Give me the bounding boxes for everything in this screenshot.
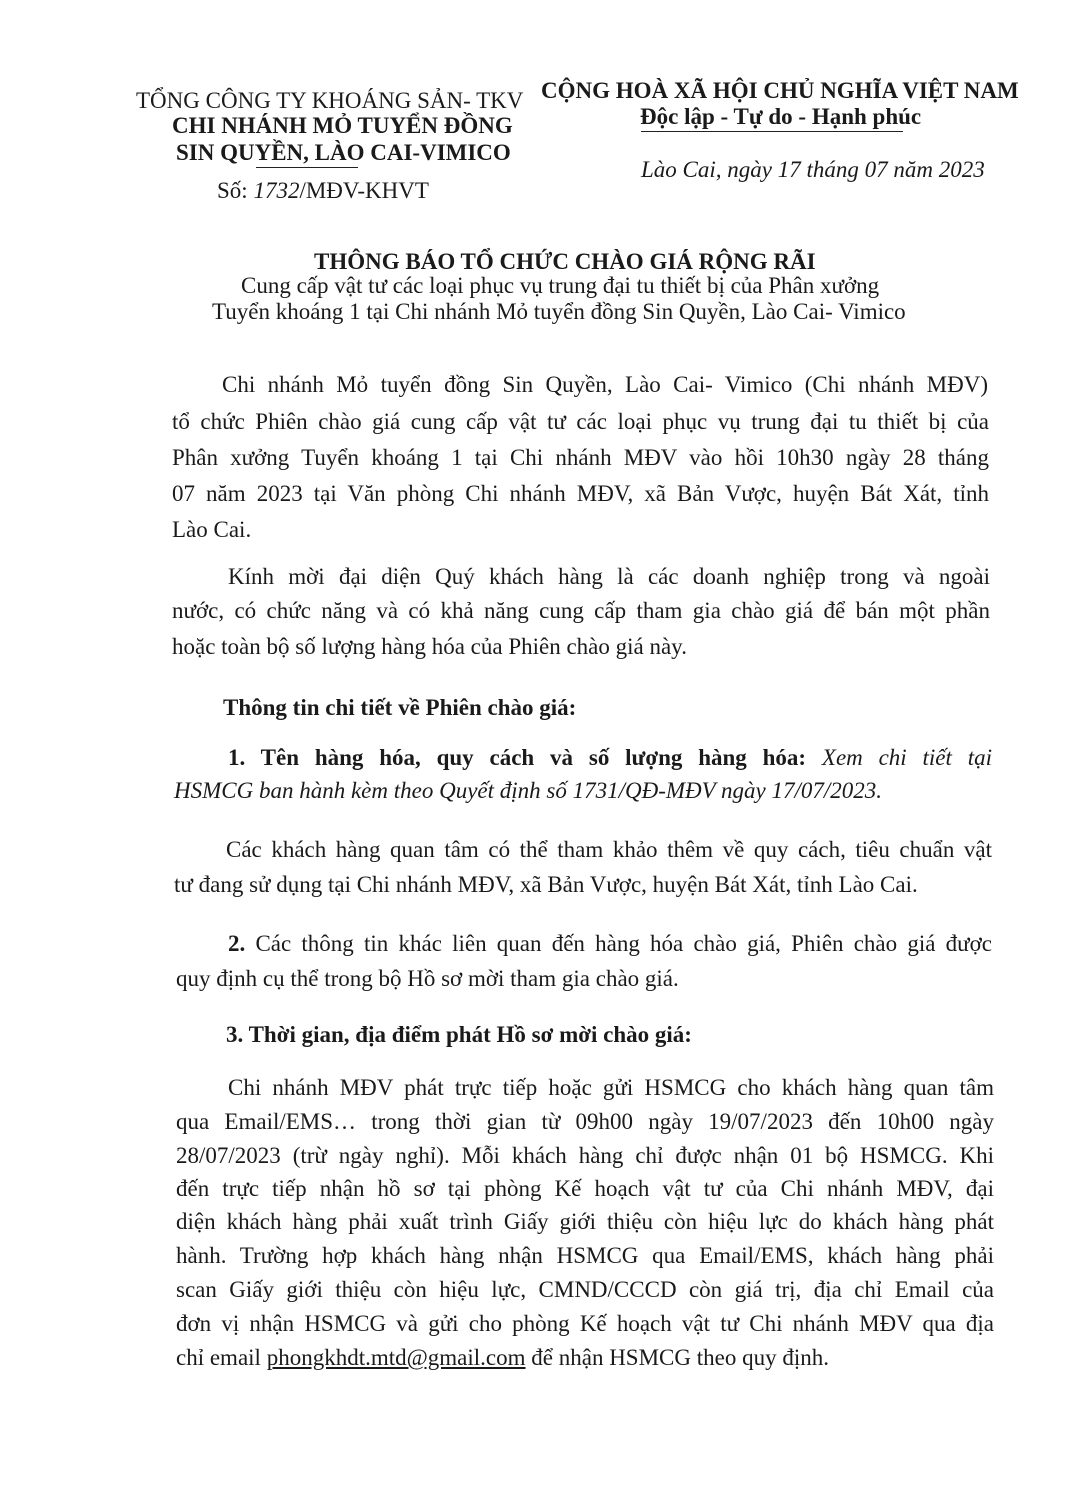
item3-heading: 3. Thời gian, địa điểm phát Hồ sơ mời chào giá: bbox=[226, 1022, 692, 1047]
document-number: Số: 1732/MĐV-KHVT bbox=[217, 178, 429, 203]
item3-line-4: đến trực tiếp nhận hồ sơ tại phòng Kế hoạch vật tư của Chi nhánh MĐV, đại bbox=[176, 1176, 994, 1201]
item1-line-1: 1. Tên hàng hóa, quy cách và số lượng hàng hóa: Xem chi tiết tại bbox=[228, 745, 992, 770]
item3-line-7: scan Giấy giới thiệu còn hiệu lực, CMND/CCCD còn giá trị, địa chỉ Email của bbox=[176, 1277, 994, 1302]
item3-line-3: 28/07/2023 (trừ ngày nghỉ). Mỗi khách hàng chỉ được nhận 01 bộ HSMCG. Khi bbox=[176, 1143, 994, 1168]
item1-line-2: HSMCG ban hành kèm theo Quyết định số 1731/QĐ-MĐV ngày 17/07/2023. bbox=[174, 778, 883, 803]
motto-underline bbox=[641, 131, 903, 132]
intro-line-2: tổ chức Phiên chào giá cung cấp vật tư các loại phục vụ trung đại tu thiết bị của bbox=[172, 409, 989, 434]
document-date: Lào Cai, ngày 17 tháng 07 năm 2023 bbox=[641, 157, 985, 182]
item2-line-1: 2. Các thông tin khác liên quan đến hàng hóa chào giá, Phiên chào giá được bbox=[228, 931, 992, 956]
org-parent-name: TỔNG CÔNG TY KHOÁNG SẢN- TKV bbox=[136, 88, 524, 113]
invite-line-3: hoặc toàn bộ số lượng hàng hóa của Phiên chào giá này. bbox=[172, 634, 687, 659]
intro-line-4: 07 năm 2023 tại Văn phòng Chi nhánh MĐV, xã Bản Vược, huyện Bát Xát, tỉnh bbox=[172, 481, 989, 506]
notice-subtitle-line2: Tuyển khoáng 1 tại Chi nhánh Mỏ tuyển đồng Sin Quyền, Lào Cai- Vimico bbox=[212, 299, 906, 324]
intro-line-3: Phân xưởng Tuyển khoáng 1 tại Chi nhánh MĐV vào hồi 10h30 ngày 28 tháng bbox=[172, 445, 989, 470]
org-branch-name-line2: SIN QUYỀN, LÀO CAI-VIMICO bbox=[176, 140, 511, 165]
item2-line-2: quy định cụ thể trong bộ Hồ sơ mời tham gia chào giá. bbox=[176, 966, 679, 991]
ref-line-1: Các khách hàng quan tâm có thể tham khảo thêm về quy cách, tiêu chuẩn vật bbox=[226, 837, 992, 862]
item3-line-9: chỉ email phongkhdt.mtd@gmail.com để nhận HSMCG theo quy định. bbox=[176, 1345, 829, 1370]
contact-email-link[interactable]: phongkhdt.mtd@gmail.com bbox=[266, 1345, 526, 1370]
ref-line-2: tư đang sử dụng tại Chi nhánh MĐV, xã Bản Vược, huyện Bát Xát, tỉnh Lào Cai. bbox=[174, 872, 918, 897]
notice-subtitle-line1: Cung cấp vật tư các loại phục vụ trung đại tu thiết bị của Phân xưởng bbox=[241, 273, 880, 298]
header-left-underline bbox=[256, 167, 358, 168]
item3-line-1: Chi nhánh MĐV phát trực tiếp hoặc gửi HSMCG cho khách hàng quan tâm bbox=[228, 1075, 994, 1100]
invite-line-2: nước, có chức năng và có khả năng cung cấp tham gia chào giá để bán một phần bbox=[172, 598, 990, 623]
details-heading: Thông tin chi tiết về Phiên chào giá: bbox=[223, 695, 577, 720]
item3-line-2: qua Email/EMS… trong thời gian từ 09h00 ngày 19/07/2023 đến 10h00 ngày bbox=[176, 1109, 994, 1134]
invite-line-1: Kính mời đại diện Quý khách hàng là các doanh nghiệp trong và ngoài bbox=[228, 564, 990, 589]
org-branch-name-line1: CHI NHÁNH MỎ TUYỂN ĐỒNG bbox=[172, 113, 513, 138]
item3-line-6: hành. Trường hợp khách hàng nhận HSMCG qua Email/EMS, khách hàng phải bbox=[176, 1243, 994, 1268]
item3-line-8: đơn vị nhận HSMCG và gửi cho phòng Kế hoạch vật tư Chi nhánh MĐV qua địa bbox=[176, 1311, 994, 1336]
intro-line-1: Chi nhánh Mỏ tuyển đồng Sin Quyền, Lào Cai- Vimico (Chi nhánh MĐV) bbox=[222, 372, 988, 397]
nation-motto: Độc lập - Tự do - Hạnh phúc bbox=[640, 104, 922, 129]
nation-name: CỘNG HOÀ XÃ HỘI CHỦ NGHĨA VIỆT NAM bbox=[541, 78, 1019, 103]
item3-line-5: diện khách hàng phải xuất trình Giấy giới thiệu còn hiệu lực do khách hàng phát bbox=[176, 1209, 994, 1234]
notice-title: THÔNG BÁO TỔ CHỨC CHÀO GIÁ RỘNG RÃI bbox=[314, 249, 816, 274]
intro-line-5: Lào Cai. bbox=[172, 517, 252, 542]
